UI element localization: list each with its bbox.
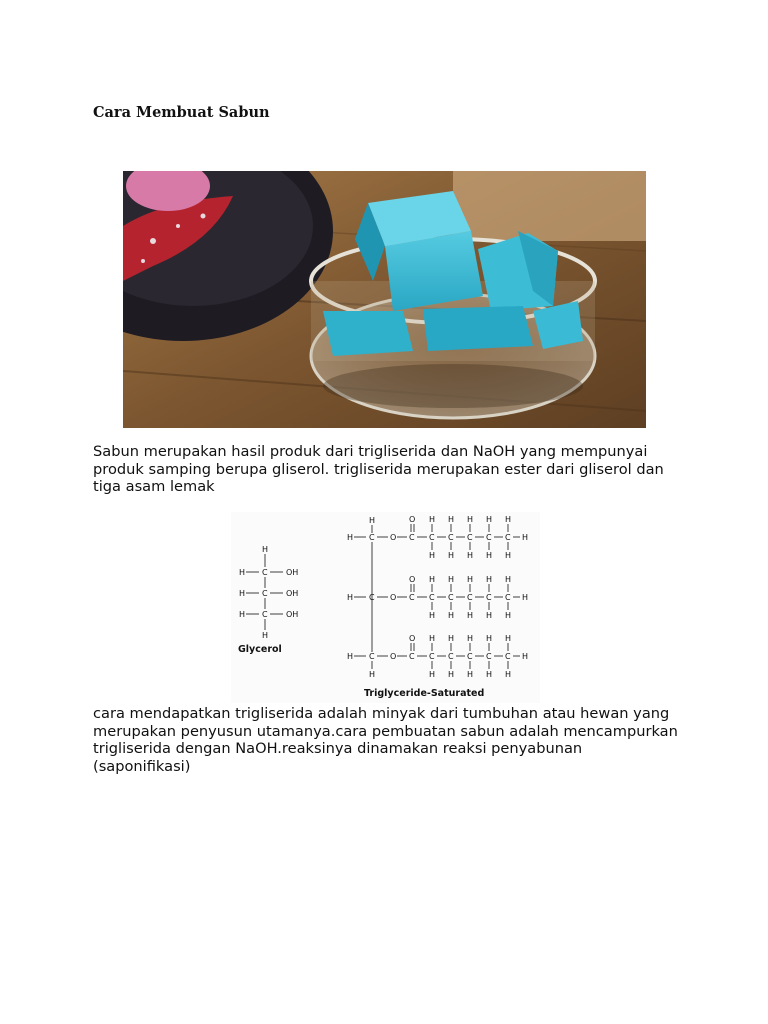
triglyceride-label: Triglyceride-Saturated [364, 688, 485, 699]
svg-text:H: H [505, 670, 512, 679]
svg-text:C: C [409, 533, 415, 542]
soap-photo [123, 171, 646, 428]
svg-text:H: H [467, 551, 474, 560]
svg-text:C: C [409, 652, 415, 661]
svg-text:H: H [239, 568, 246, 577]
svg-text:H: H [448, 551, 455, 560]
svg-text:H: H [448, 611, 455, 620]
document-title: Cara Membuat Sabun [93, 104, 270, 121]
svg-text:H: H [486, 634, 493, 643]
svg-text:H: H [239, 610, 246, 619]
svg-text:H: H [505, 611, 512, 620]
svg-text:H: H [486, 670, 493, 679]
svg-text:C: C [262, 610, 268, 619]
svg-text:H: H [448, 575, 455, 584]
svg-text:C: C [448, 652, 454, 661]
svg-text:O: O [409, 515, 416, 524]
svg-text:C: C [486, 533, 492, 542]
svg-text:H: H [448, 515, 455, 524]
svg-text:C: C [505, 652, 511, 661]
svg-text:H: H [429, 551, 436, 560]
svg-text:C: C [448, 533, 454, 542]
svg-text:C: C [369, 652, 375, 661]
svg-text:O: O [390, 593, 397, 602]
svg-text:H: H [505, 515, 512, 524]
svg-text:H: H [347, 533, 354, 542]
fatty-acid-chain-3 [347, 634, 528, 679]
svg-text:H: H [347, 652, 354, 661]
fatty-acid-chain-2 [347, 575, 528, 620]
svg-text:C: C [409, 593, 415, 602]
svg-text:C: C [486, 593, 492, 602]
svg-text:OH: OH [286, 610, 299, 619]
svg-text:H: H [369, 516, 376, 525]
svg-text:H: H [505, 634, 512, 643]
svg-text:H: H [486, 575, 493, 584]
svg-text:C: C [429, 593, 435, 602]
svg-text:O: O [390, 652, 397, 661]
svg-text:H: H [448, 670, 455, 679]
paragraph-intro: Sabun merupakan hasil produk dari trigliserida dan NaOH yang mempunyai produk samping berupa gliserol. trigliserida merupakan ester dari gliserol dan tiga asam lemak [93, 443, 664, 495]
glycerol-label: Glycerol [238, 644, 282, 655]
svg-text:H: H [429, 670, 436, 679]
svg-text:H: H [448, 634, 455, 643]
svg-text:OH: OH [286, 589, 299, 598]
svg-text:H: H [486, 611, 493, 620]
fatty-acid-chain-1 [347, 515, 528, 560]
svg-text:C: C [369, 533, 375, 542]
svg-text:C: C [505, 593, 511, 602]
svg-text:C: C [369, 593, 375, 602]
svg-text:H: H [467, 611, 474, 620]
svg-text:C: C [486, 652, 492, 661]
svg-text:C: C [467, 593, 473, 602]
svg-text:O: O [409, 634, 416, 643]
svg-text:H: H [262, 631, 269, 640]
svg-text:H: H [467, 634, 474, 643]
svg-text:H: H [262, 545, 269, 554]
svg-text:H: H [429, 634, 436, 643]
svg-text:H: H [522, 533, 529, 542]
svg-text:O: O [409, 575, 416, 584]
glycerol-triglyceride-diagram [231, 512, 540, 703]
svg-text:O: O [390, 533, 397, 542]
paragraph-method: cara mendapatkan trigliserida adalah minyak dari tumbuhan atau hewan yang merupakan penyusun utamanya.cara pembuatan sabun adalah mencampurkan trigliserida dengan NaOH.reaksinya dinamakan reaksi penyabunan (saponifikasi) [93, 705, 678, 775]
svg-text:C: C [467, 533, 473, 542]
svg-text:H: H [486, 515, 493, 524]
svg-text:H: H [505, 551, 512, 560]
svg-text:H: H [505, 575, 512, 584]
svg-text:C: C [262, 589, 268, 598]
svg-text:H: H [522, 652, 529, 661]
svg-text:H: H [429, 515, 436, 524]
svg-text:H: H [429, 611, 436, 620]
svg-text:C: C [262, 568, 268, 577]
svg-text:OH: OH [286, 568, 299, 577]
svg-text:C: C [429, 652, 435, 661]
svg-text:C: C [467, 652, 473, 661]
svg-text:H: H [429, 575, 436, 584]
svg-text:C: C [505, 533, 511, 542]
svg-text:H: H [467, 670, 474, 679]
svg-text:H: H [347, 593, 354, 602]
svg-text:C: C [429, 533, 435, 542]
svg-text:C: C [448, 593, 454, 602]
svg-text:H: H [486, 551, 493, 560]
svg-text:H: H [467, 575, 474, 584]
svg-text:H: H [369, 670, 376, 679]
svg-text:H: H [239, 589, 246, 598]
svg-text:H: H [522, 593, 529, 602]
svg-text:H: H [467, 515, 474, 524]
glycerol-structure [239, 545, 298, 640]
